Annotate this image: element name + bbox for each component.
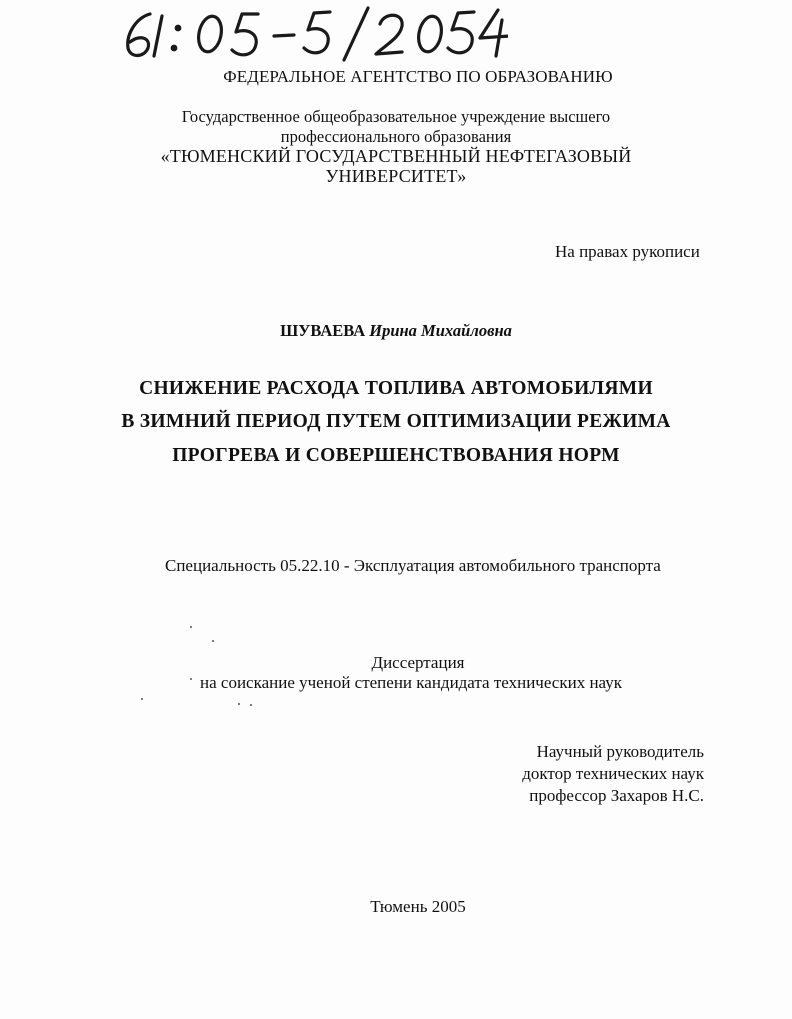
scan-speck (238, 703, 240, 705)
title-line-1: СНИЖЕНИЕ РАСХОДА ТОПЛИВА АВТОМОБИЛЯМИ (139, 378, 653, 399)
institution-line-1: Государственное общеобразовательное учреждение высшего (181, 107, 611, 126)
scan-speck (141, 698, 143, 700)
agency-name: ФЕДЕРАЛЬНОЕ АГЕНТСТВО ПО ОБРАЗОВАНИЮ (223, 67, 613, 86)
scan-speck (190, 678, 192, 680)
supervisor-name: профессор Захаров Н.С. (529, 786, 704, 805)
city-year: Тюмень 2005 (370, 897, 466, 916)
institution-line-2: профессионального образования (280, 127, 512, 146)
specialty-line: Специальность 05.22.10 - Эксплуатация автомобильного транспорта (165, 556, 661, 575)
handwritten-catalogue-code (118, 6, 508, 62)
author-given-names: Ирина Михайловна (369, 321, 512, 340)
supervisor-degree: доктор технических наук (522, 764, 704, 783)
university-name-line-2: УНИВЕРСИТЕТ» (325, 166, 467, 186)
supervisor-role: Научный руководитель (536, 742, 704, 761)
dissertation-label: Диссертация (371, 653, 465, 672)
author-name (0, 321, 792, 341)
university-name-line-1: «ТЮМЕНСКИЙ ГОСУДАРСТВЕННЫЙ НЕФТЕГАЗОВЫЙ (160, 146, 632, 166)
scan-speck (190, 626, 192, 628)
scan-speck (250, 704, 252, 706)
manuscript-note: На правах рукописи (555, 242, 700, 261)
dissertation-purpose: на соискание ученой степени кандидата технических наук (200, 673, 623, 692)
scan-speck (212, 640, 214, 642)
title-line-3: ПРОГРЕВА И СОВЕРШЕНСТВОВАНИЯ НОРМ (172, 445, 620, 466)
author-surname: ШУВАЕВА (280, 321, 366, 340)
title-line-2: В ЗИМНИЙ ПЕРИОД ПУТЕМ ОПТИМИЗАЦИИ РЕЖИМА (121, 411, 671, 432)
